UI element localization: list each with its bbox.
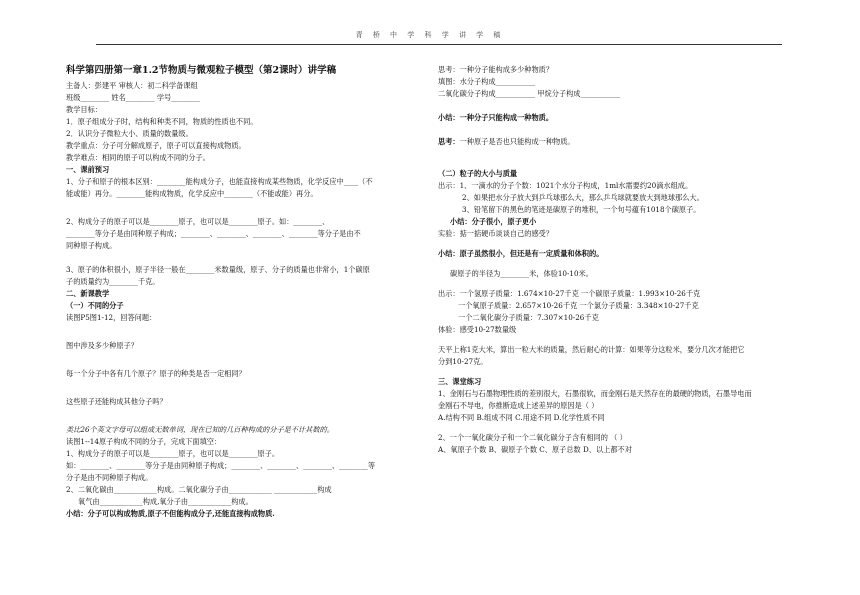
authors-line: 主备人：彭建平 审核人：初二科学备课组 bbox=[66, 81, 198, 90]
page-header: 青 桥 中 学 科 学 讲 学 稿 bbox=[355, 31, 505, 39]
left-column bbox=[66, 64, 422, 520]
summary-text: 小结：原子虽然很小，但还是有一定质量和体积的。 bbox=[438, 249, 604, 258]
difficulty-point: 教学难点：相同的原子可以构成不同的分子。 bbox=[66, 153, 210, 162]
section-heading: 一、课前预习 bbox=[66, 165, 110, 174]
question-text: 能或能）再分。________能构成物质，化学反应中________（不能或能）再分。 bbox=[66, 189, 318, 198]
goal-item: 2．认识分子微粒大小、质量的数量级。 bbox=[66, 129, 193, 138]
question-text: 1、分子和原子的根本区别：________能构成分子，也能直接构成某些物质，化学反应中____（不 bbox=[66, 177, 373, 186]
subsection-heading: （二）粒子的大小与质量 bbox=[438, 169, 518, 178]
mass-fact: 一个氧原子质量：2.657×10-26千克 一个氯分子质量：3.348×10-27千克 bbox=[458, 301, 699, 310]
goals-heading: 教学目标： bbox=[66, 105, 102, 114]
question-text: 这些原子还能构成其他分子吗？ bbox=[66, 397, 167, 406]
fill-blank-text: 如：________、________等分子是由同种原子构成；________、________、________、________等 bbox=[66, 461, 376, 470]
instruction-text: 读图1--14原子构成不同的分子，完成下面填空： bbox=[66, 437, 222, 446]
fact-text: 3、铅笔留下的黑色的笔迹是碳原子的堆积，一个句号蕴有1018个碳原子。 bbox=[462, 205, 701, 214]
experiment-text: 实验：掂一掂硬币谈谈自己的感受？ bbox=[438, 229, 554, 238]
section-heading: 二、新课教学 bbox=[66, 289, 110, 298]
fill-blank-text: 氧气由____________构成,氧分子由____________构成。 bbox=[78, 497, 253, 506]
exercise-text: 金刚石不导电，你推断造成上述差异的原因是（ ） bbox=[438, 401, 599, 410]
think-question bbox=[438, 136, 798, 148]
activity-text: 天平上称1克大米，算出一粒大米的质量，然后耐心的计算：如果等分这粒米，要分几次才能把它 bbox=[438, 345, 745, 354]
header-rule bbox=[96, 44, 782, 45]
fill-blank-text: 二氧化碳分子构成___________ 甲烷分子构成___________ bbox=[438, 89, 620, 98]
document-title: 科学第四册第一章1.2节物质与微观粒子模型（第2课时）讲学稿 bbox=[66, 65, 337, 76]
goal-item: 1．原子组成分子时，结构和种类不同，物质的性质也不同。 bbox=[66, 117, 258, 126]
summary-text: 小结：分子很小，原子更小 bbox=[450, 217, 537, 226]
summary-text: 小结：一种分子只能构成一种物质。 bbox=[438, 113, 554, 122]
exercise-options: A.结构不同 B.组成不同 C.用途不同 D.化学性质不同 bbox=[438, 413, 605, 422]
exercise-options: A、氧原子个数 B、碳原子个数 C、原子总数 D、以上都不对 bbox=[438, 445, 632, 454]
exercise-text: 2、一个一氧化碳分子和一个二氧化碳分子含有相同的 （ ） bbox=[438, 433, 627, 442]
fill-blank-text: 碳原子的半径为________米，体验10-10米。 bbox=[450, 269, 593, 278]
fill-blank-text: 2、二氧化碳由____________构成。二氧化碳分子由____________ ____________构成 bbox=[66, 485, 332, 494]
think-label: 思考： bbox=[438, 137, 460, 146]
question-text: 思考：一种分子能构成多少种物质？ bbox=[438, 65, 554, 74]
fact-text: 2、如果把水分子放大到乒乓球那么大，那么乒乓球就要放大到地球那么大。 bbox=[462, 193, 704, 202]
experience-text: 体验：感受10-27数量级 bbox=[438, 325, 517, 334]
exercise-text: 1、金刚石与石墨物理性质的差别很大，石墨很软，而金刚石是天然存在的最硬的物质，石墨导电而 bbox=[438, 389, 752, 398]
question-text: ________等分子是由同种原子构成；________、________、________、________等分子是由不 bbox=[66, 229, 361, 238]
question-text: 每一个分子中各有几个原子？原子的种类是否一定相同？ bbox=[66, 369, 246, 378]
class-info-line: 班级________ 姓名________ 学号________ bbox=[66, 93, 200, 102]
instruction-text: 读图P5图1-12，回答问题： bbox=[66, 313, 157, 322]
think-text: 一种原子是否也只能构成一种物质。 bbox=[459, 137, 575, 146]
fill-blank-text: 分子是由不同种原子构成。 bbox=[66, 473, 153, 482]
fact-text: 出示：1、一滴水的分子个数：1021个水分子构成，1ml水需要约20滴水组成。 bbox=[438, 181, 693, 190]
question-text: 3、原子的体积很小，原子半径一般在________米数量级，原子、分子的质量也非常小，1个碳原 bbox=[66, 265, 370, 274]
question-text: 子的质量约为________千克。 bbox=[66, 277, 160, 286]
question-text: 图中涉及多少种原子？ bbox=[66, 341, 138, 350]
summary-text: 小结：分子可以构成物质,原子不但能构成分子,还能直接构成物质. bbox=[66, 509, 275, 518]
mass-fact: 一个二氧化碳分子质量：7.307×10-26千克 bbox=[458, 313, 599, 322]
fill-blank-text: 1、构成分子的原子可以是________原子，也可以是________原子。 bbox=[66, 449, 280, 458]
mass-fact: 出示：一个氢原子质量：1.674×10-27千克 一个碳原子质量：1.993×10-26千克 bbox=[438, 289, 701, 298]
fill-blank-text: 填图：水分子构成___________ bbox=[438, 77, 536, 86]
right-column bbox=[438, 64, 798, 456]
key-point: 教学重点：分子可分解成原子，原子可以直接构成物质。 bbox=[66, 141, 246, 150]
section-heading: 三、课堂练习 bbox=[438, 377, 482, 386]
analogy-note: 类比26个英文字母可以组成无数单词，现在已知的几百种构成的分子是不计其数的。 bbox=[66, 425, 334, 434]
subsection-heading: （一）不同的分子 bbox=[66, 301, 124, 310]
question-text: 同种原子构成。 bbox=[66, 241, 117, 250]
question-text: 2、构成分子的原子可以是________原子，也可以是________原子。如：________、 bbox=[66, 217, 330, 226]
activity-text: 分到10-27克。 bbox=[438, 357, 488, 366]
